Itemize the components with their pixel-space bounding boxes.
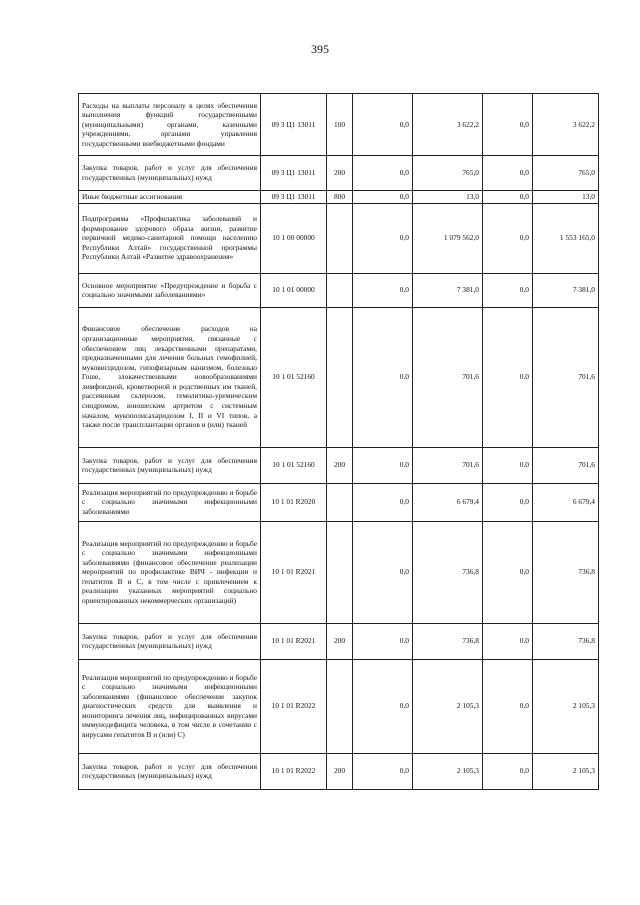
row-expense-type: 200: [327, 753, 353, 789]
row-value-4: 701,6: [533, 307, 599, 447]
row-value-2: 2 105,3: [413, 753, 483, 789]
row-value-3: 0,0: [483, 203, 533, 273]
row-name: Расходы на выплаты персоналу в целях обеспечения выполнения функций государственными (муниципальными) органами, казенными учреждениями, органами управления государственными внебюджетными фондами: [79, 94, 261, 156]
row-name: Основное мероприятие «Предупреждение и борьба с социально значимыми заболеваниями»: [79, 273, 261, 307]
table-row: [79, 623, 599, 659]
row-value-3: 0,0: [483, 273, 533, 307]
row-code: 10 1 01 52160: [261, 447, 327, 483]
row-expense-type: [327, 483, 353, 521]
row-value-4: 13,0: [533, 191, 599, 204]
row-name: Реализация мероприятий по предупреждению и борьбе с социально значимыми инфекционными заболеваниями (финансовое обеспечение реализации мероприятий по профилактике ВИЧ - инфекции и гепатитов B и C, в том числе с привлечением к реализации указанных мероприятий социально ориентированных некоммерческих организаций): [79, 521, 261, 623]
row-code: 10 1 01 00000: [261, 273, 327, 307]
row-value-1: 0,0: [353, 521, 413, 623]
row-value-3: 0,0: [483, 156, 533, 191]
row-value-2: 765,0: [413, 156, 483, 191]
row-value-3: 0,0: [483, 659, 533, 753]
row-value-2: 6 679,4: [413, 483, 483, 521]
row-name: Реализация мероприятий по предупреждению и борьбе с социально значимыми инфекционными заболеваниями: [79, 483, 261, 521]
row-name: Иные бюджетные ассигнования: [79, 191, 261, 204]
row-value-1: 0,0: [353, 447, 413, 483]
row-expense-type: 200: [327, 447, 353, 483]
row-name: Реализация мероприятий по предупреждению и борьбе с социально значимыми инфекционными заболеваниями (финансовое обеспечение закупок диагностических средств для выявления и мониторинга лечения лиц, инфицированных вирусами иммунодефицита человека, в том числе в сочетании с вирусами гепатитов B и (или) C): [79, 659, 261, 753]
row-expense-type: [327, 521, 353, 623]
row-value-3: 0,0: [483, 483, 533, 521]
row-value-1: 0,0: [353, 753, 413, 789]
table-row: [79, 156, 599, 191]
row-value-4: 701,6: [533, 447, 599, 483]
row-value-2: 736,8: [413, 521, 483, 623]
row-value-2: 736,8: [413, 623, 483, 659]
table-row: [79, 659, 599, 753]
table-row: [79, 203, 599, 273]
table-row: [79, 753, 599, 789]
table-row: [79, 483, 599, 521]
row-code: 09 3 Ц1 13011: [261, 191, 327, 204]
row-expense-type: 200: [327, 623, 353, 659]
row-value-2: 2 105,3: [413, 659, 483, 753]
table-row: [79, 521, 599, 623]
row-value-3: 0,0: [483, 623, 533, 659]
row-code: 10 1 00 00000: [261, 203, 327, 273]
row-value-4: 1 553 165,0: [533, 203, 599, 273]
row-value-2: 7 381,0: [413, 273, 483, 307]
row-value-1: 0,0: [353, 94, 413, 156]
row-value-3: 0,0: [483, 447, 533, 483]
row-value-1: 0,0: [353, 156, 413, 191]
table-row: [79, 273, 599, 307]
page-number: 395: [311, 42, 329, 56]
row-name: Закупка товаров, работ и услуг для обеспечения государственных (муниципальных) нужд: [79, 156, 261, 191]
row-value-4: 3 622,2: [533, 94, 599, 156]
row-expense-type: [327, 203, 353, 273]
row-value-2: 13,0: [413, 191, 483, 204]
row-value-1: 0,0: [353, 483, 413, 521]
row-code: 10 1 01 R2022: [261, 753, 327, 789]
row-value-1: 0,0: [353, 659, 413, 753]
row-value-2: 1 079 562,0: [413, 203, 483, 273]
row-expense-type: [327, 659, 353, 753]
row-value-2: 701,6: [413, 307, 483, 447]
row-code: 09 3 Ц1 13011: [261, 94, 327, 156]
row-expense-type: 100: [327, 94, 353, 156]
row-code: 10 1 01 R2021: [261, 521, 327, 623]
row-code: 10 1 01 52160: [261, 307, 327, 447]
table-row: [79, 94, 599, 156]
row-name: Подпрограмма «Профилактика заболеваний и формирование здорового образа жизни, развитие первичной медико-санитарной помощи населению Республики Алтай» государственной программы Республики Алтай «Развитие здравоохранения»: [79, 203, 261, 273]
row-value-2: 701,6: [413, 447, 483, 483]
row-code: 10 1 01 R2020: [261, 483, 327, 521]
row-value-4: 6 679,4: [533, 483, 599, 521]
row-value-3: 0,0: [483, 94, 533, 156]
row-value-4: 7 381,0: [533, 273, 599, 307]
row-value-4: 736,8: [533, 623, 599, 659]
row-value-3: 0,0: [483, 753, 533, 789]
row-expense-type: 800: [327, 191, 353, 204]
row-code: 10 1 01 R2022: [261, 659, 327, 753]
row-value-1: 0,0: [353, 623, 413, 659]
row-value-1: 0,0: [353, 307, 413, 447]
table-row: [79, 307, 599, 447]
row-name: Закупка товаров, работ и услуг для обеспечения государственных (муниципальных) нужд: [79, 753, 261, 789]
row-value-3: 0,0: [483, 191, 533, 204]
budget-table-body: [79, 94, 599, 790]
row-expense-type: 200: [327, 156, 353, 191]
budget-table: [78, 93, 599, 790]
row-value-1: 0,0: [353, 191, 413, 204]
row-value-2: 3 622,2: [413, 94, 483, 156]
row-value-3: 0,0: [483, 307, 533, 447]
row-value-3: 0,0: [483, 521, 533, 623]
row-code: 10 1 01 R2021: [261, 623, 327, 659]
row-value-1: 0,0: [353, 203, 413, 273]
row-value-1: 0,0: [353, 273, 413, 307]
row-value-4: 2 105,3: [533, 659, 599, 753]
table-row: [79, 447, 599, 483]
row-code: 09 3 Ц1 13011: [261, 156, 327, 191]
row-value-4: 2 105,3: [533, 753, 599, 789]
row-value-4: 736,8: [533, 521, 599, 623]
row-value-4: 765,0: [533, 156, 599, 191]
row-name: Закупка товаров, работ и услуг для обеспечения государственных (муниципальных) нужд: [79, 447, 261, 483]
row-name: Финансовое обеспечение расходов на организационные мероприятия, связанные с обеспечением лиц лекарственными препаратами, предназначенными для лечения больных гемофилией, муковисцидозом, гипофизарным нанизмом, болезнью Гоше, злокачественными новообразованиями лимфоидной, кроветворной и родственных им тканей, рассеянным склерозом, гемолитико-уремическим синдромом, юношеским артритом с системным началом, мукополисахаридозом I, II и VI типов, а также после трансплантации органов и (или) тканей: [79, 307, 261, 447]
table-row: [79, 191, 599, 204]
row-expense-type: [327, 273, 353, 307]
row-name: Закупка товаров, работ и услуг для обеспечения государственных (муниципальных) нужд: [79, 623, 261, 659]
row-expense-type: [327, 307, 353, 447]
